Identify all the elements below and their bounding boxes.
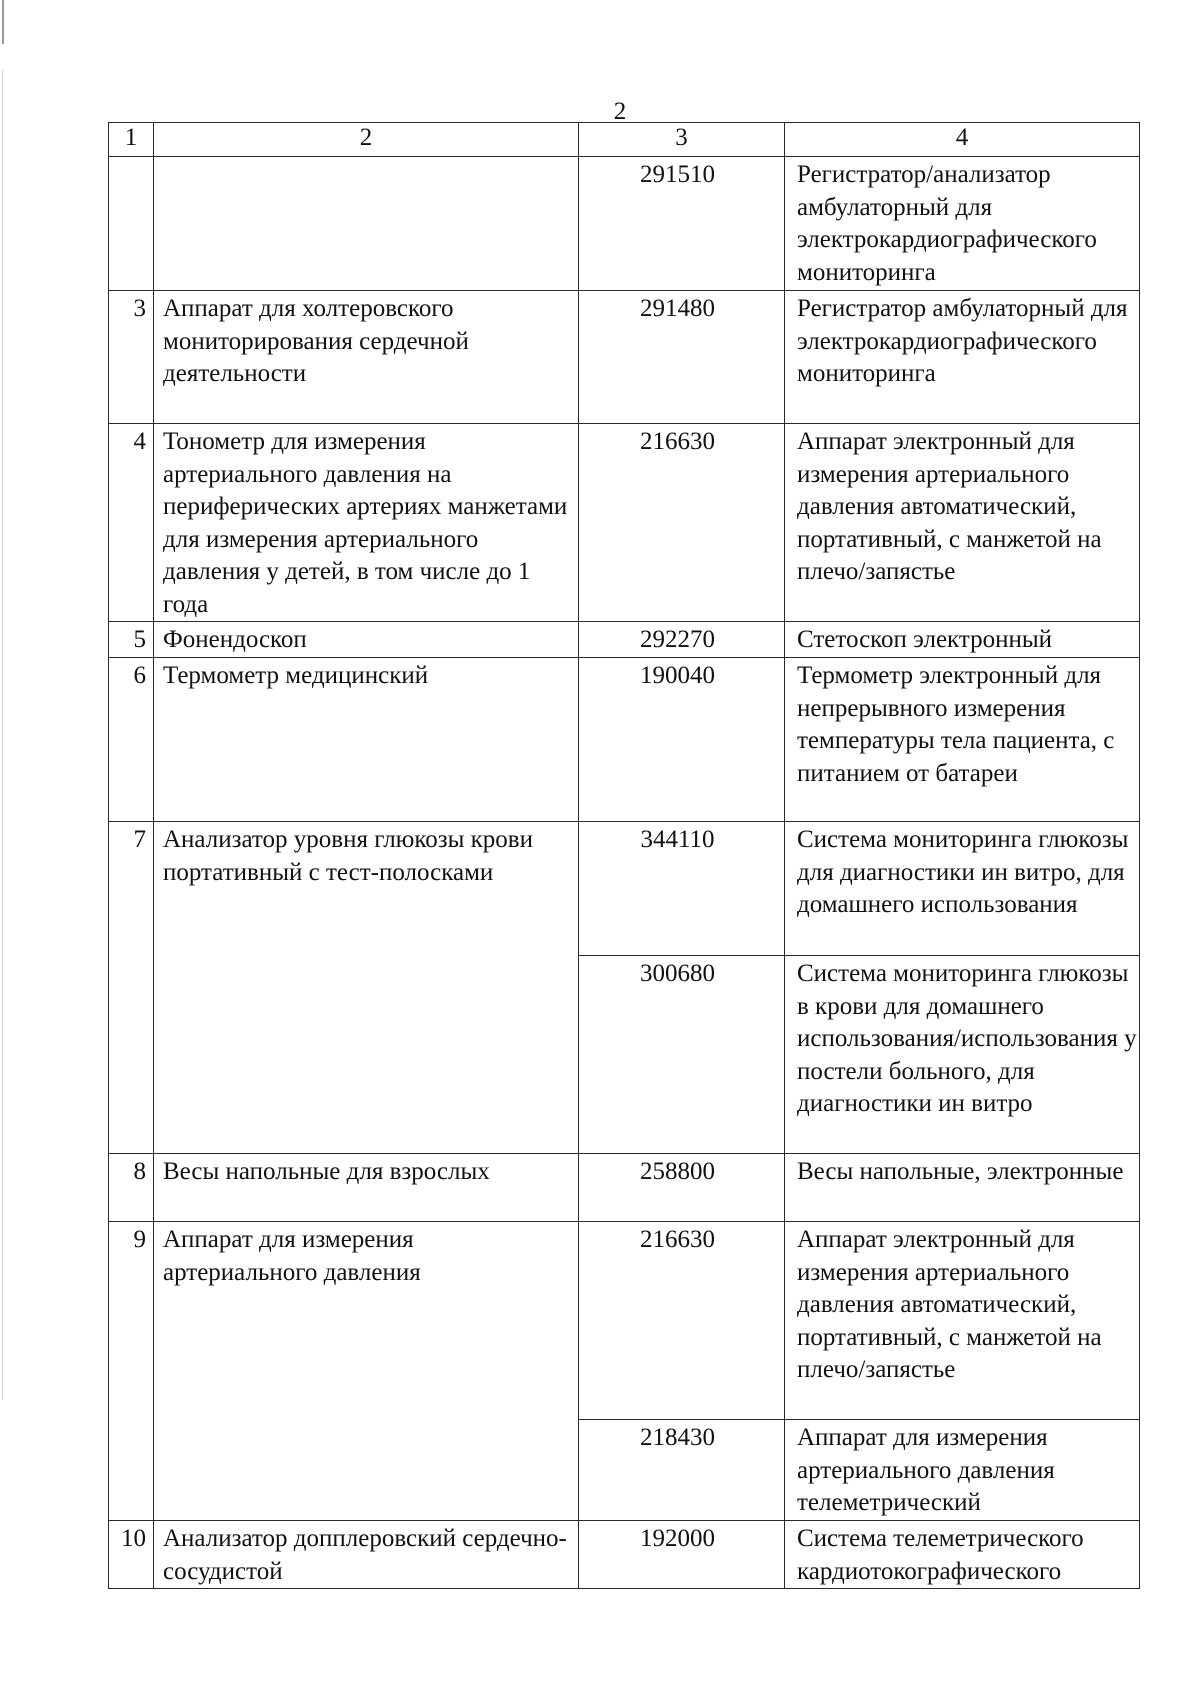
page-number: 2	[613, 98, 627, 125]
device-description: Регистратор амбулаторный для электрокардиографического мониторинга	[785, 291, 1140, 424]
device-name: Фонендоскоп	[154, 622, 579, 658]
table-header-row	[109, 123, 1140, 157]
row-number: 10	[109, 1521, 154, 1589]
scan-edge-mark-mid	[2, 70, 3, 1400]
row-number: 8	[109, 1154, 154, 1222]
device-description: Термометр электронный для непрерывного измерения температуры тела пациента, с питанием от батареи	[785, 658, 1140, 822]
table-row	[109, 822, 1140, 956]
scan-edge-mark-top	[2, 0, 4, 44]
equipment-table	[108, 122, 1140, 1589]
device-description: Весы напольные, электронные	[785, 1154, 1140, 1222]
device-name: Термометр медицинский	[154, 658, 579, 822]
device-code: 192000	[579, 1521, 785, 1589]
table-row	[109, 157, 1140, 291]
device-description: Аппарат электронный для измерения артериального давления автоматический, портативный, с манжетой на плечо/запястье	[785, 424, 1140, 622]
table-row	[109, 424, 1140, 622]
device-description: Стетоскоп электронный	[785, 622, 1140, 658]
device-code: 258800	[579, 1154, 785, 1222]
row-number: 5	[109, 622, 154, 658]
device-code: 300680	[579, 956, 785, 1154]
device-name: Весы напольные для взрослых	[154, 1154, 579, 1222]
device-name	[154, 157, 579, 291]
device-code: 218430	[579, 1420, 785, 1521]
table-row	[109, 658, 1140, 822]
device-description: Регистратор/анализатор амбулаторный для электрокардиографического мониторинга	[785, 157, 1140, 291]
table-row	[109, 1521, 1140, 1589]
table-row	[109, 1154, 1140, 1222]
device-description: Система мониторинга глюкозы для диагностики ин витро, для домашнего использования	[785, 822, 1140, 956]
device-name: Аппарат для измерения артериального давления	[154, 1222, 579, 1521]
device-name: Аппарат для холтеровского мониторирования сердечной деятельности	[154, 291, 579, 424]
row-number: 9	[109, 1222, 154, 1521]
device-description: Система телеметрического кардиотокографического	[785, 1521, 1140, 1589]
row-number: 3	[109, 291, 154, 424]
header-col-1: 1	[109, 123, 154, 157]
device-description: Аппарат электронный для измерения артериального давления автоматический, портативный, с манжетой на плечо/запястье	[785, 1222, 1140, 1420]
device-code: 291480	[579, 291, 785, 424]
device-code: 291510	[579, 157, 785, 291]
device-code: 292270	[579, 622, 785, 658]
row-number: 7	[109, 822, 154, 1154]
table-row	[109, 1222, 1140, 1420]
row-number: 4	[109, 424, 154, 622]
device-name: Анализатор допплеровский сердечно-сосудистой	[154, 1521, 579, 1589]
header-col-2: 2	[154, 123, 579, 157]
device-code: 216630	[579, 424, 785, 622]
device-code: 344110	[579, 822, 785, 956]
device-description: Система мониторинга глюкозы в крови для домашнего использования/использования у постели больного, для диагностики ин витро	[785, 956, 1140, 1154]
row-number	[109, 157, 154, 291]
device-name: Анализатор уровня глюкозы крови портативный с тест-полосками	[154, 822, 579, 1154]
row-number: 6	[109, 658, 154, 822]
table-row	[109, 622, 1140, 658]
table-row	[109, 291, 1140, 424]
device-description: Аппарат для измерения артериального давления телеметрический	[785, 1420, 1140, 1521]
header-col-4: 4	[785, 123, 1140, 157]
header-col-3: 3	[579, 123, 785, 157]
device-code: 216630	[579, 1222, 785, 1420]
device-name: Тонометр для измерения артериального давления на периферических артериях манжетами для измерения артериального давления у детей, в том числе до 1 года	[154, 424, 579, 622]
device-code: 190040	[579, 658, 785, 822]
